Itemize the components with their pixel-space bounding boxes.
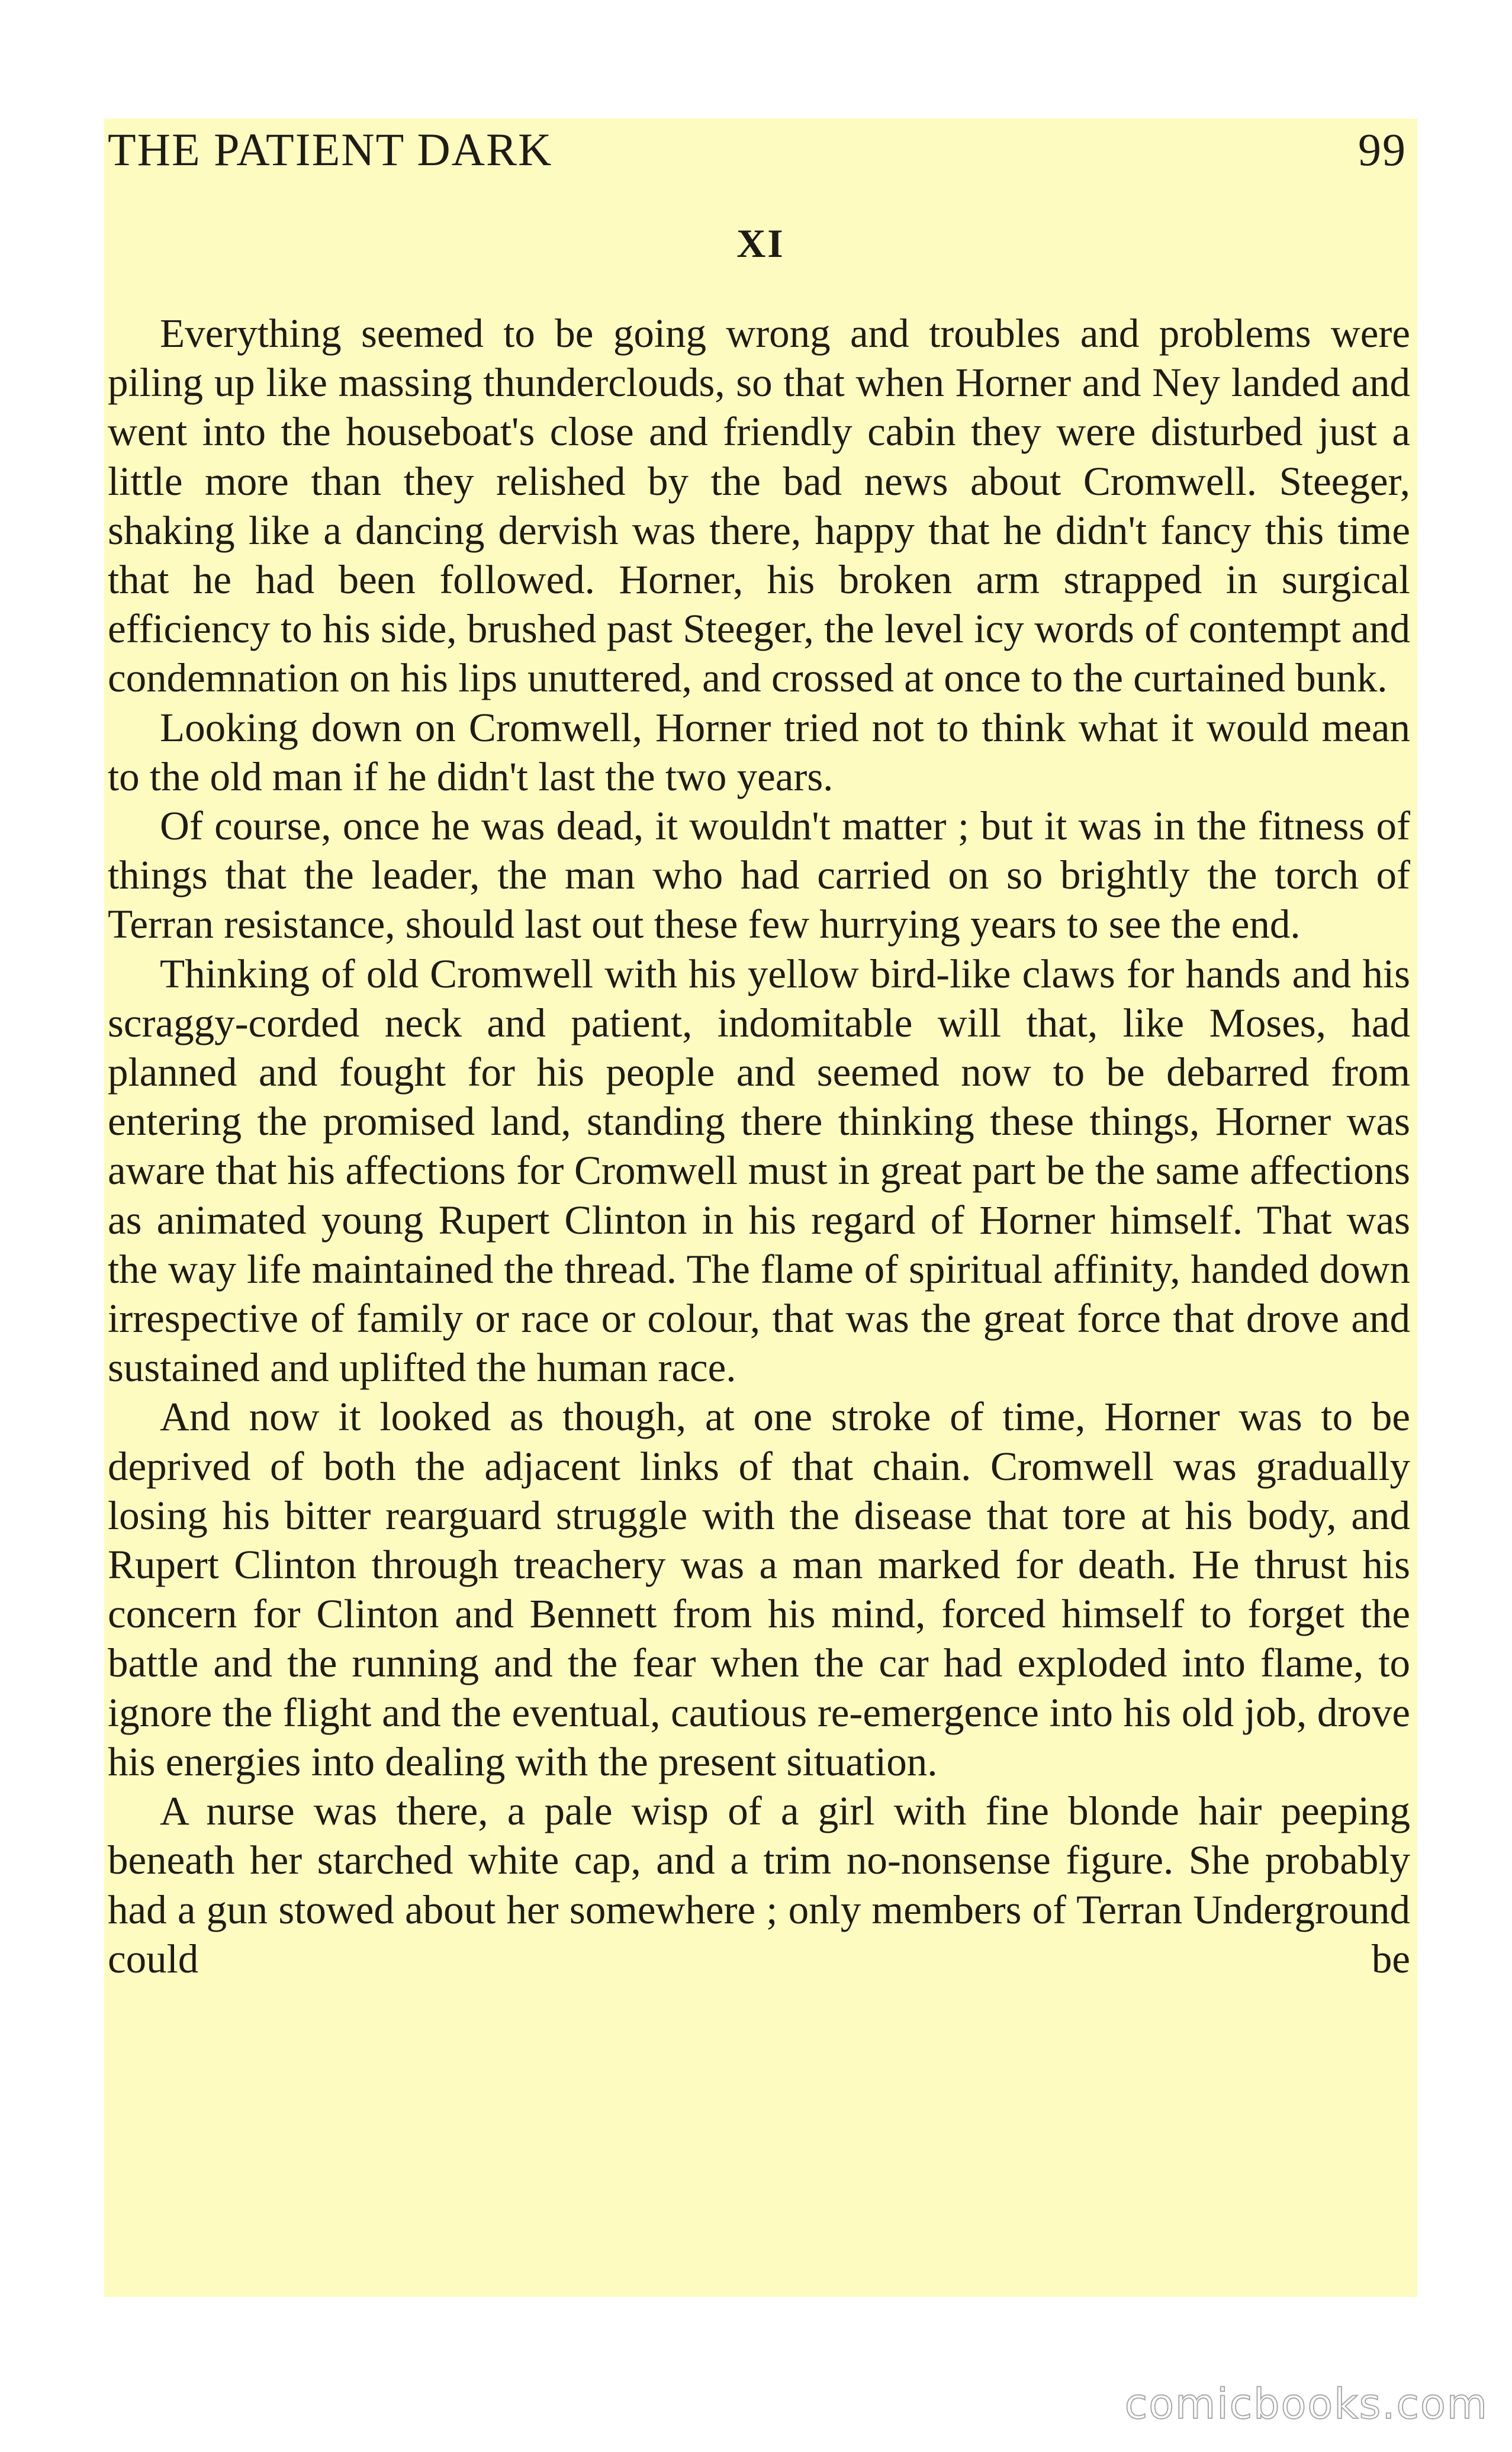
paragraph: Thinking of old Cromwell with his yellow bird-like claws for hands and his scraggy-corded neck and patient, indomitable will that, like Moses, had planned and fought for his people and seemed now to be debarred from entering the promised land, standing there thinking these things, Horner was aware that his affections for Cromwell must in great part be the same affections as animated young Rupert Clinton in his regard of Horner himself. That was the way life maintained the thread. The flame of spiritual affinity, handed down irrespective of family or race or colour, that was the great force that drove and sustained and uplifted the human race. [108, 951, 1410, 1391]
paragraph: Of course, once he was dead, it wouldn't matter ; but it was in the fitness of things that the leader, the man who had carried on so brightly the torch of Terran resistance, should last out these few hurrying years to see the end. [108, 803, 1410, 947]
body-text [108, 309, 1410, 1984]
paragraph: A nurse was there, a pale wisp of a girl with fine blonde hair peeping beneath her starched white cap, and a trim no-nonsense figure. She probably had a gun stowed about her somewhere ; only members of Terran Underground could be [108, 1788, 1410, 1981]
paragraph: And now it looked as though, at one stroke of time, Horner was to be deprived of both the adjacent links of that chain. Cromwell was gradually losing his bitter rearguard struggle with the disease that tore at his body, and Rupert Clinton through treachery was a man marked for death. He thrust his concern for Clinton and Bennett from his mind, forced himself to forget the battle and the running and the fear when the car had exploded into flame, to ignore the flight and the eventual, cautious re-emergence into his old job, drove his energies into dealing with the present situation. [108, 1394, 1410, 1784]
chapter-heading: XI [736, 221, 785, 266]
paragraph: Everything seemed to be going wrong and troubles and problems were piling up like massing thunderclouds, so that when Horner and Ney landed and went into the houseboat's close and friendly cabin they were disturbed just a little more than they relished by the bad news about Cromwell. Steeger, shaking like a dancing dervish was there, happy that he didn't fancy this time that he had been followed. Horner, his broken arm strapped in surgical efficiency to his side, brushed past Steeger, the level icy words of contempt and condemnation on his lips unuttered, and crossed at once to the curtained bunk. [108, 311, 1410, 701]
watermark: comicbooks.com [1124, 2380, 1488, 2428]
paragraph: Looking down on Cromwell, Horner tried not to think what it would mean to the old man if he didn't last the two years. [108, 704, 1410, 799]
page-number: 99 [1358, 124, 1407, 175]
running-head [108, 118, 1410, 184]
running-title: THE PATIENT DARK [108, 124, 553, 175]
